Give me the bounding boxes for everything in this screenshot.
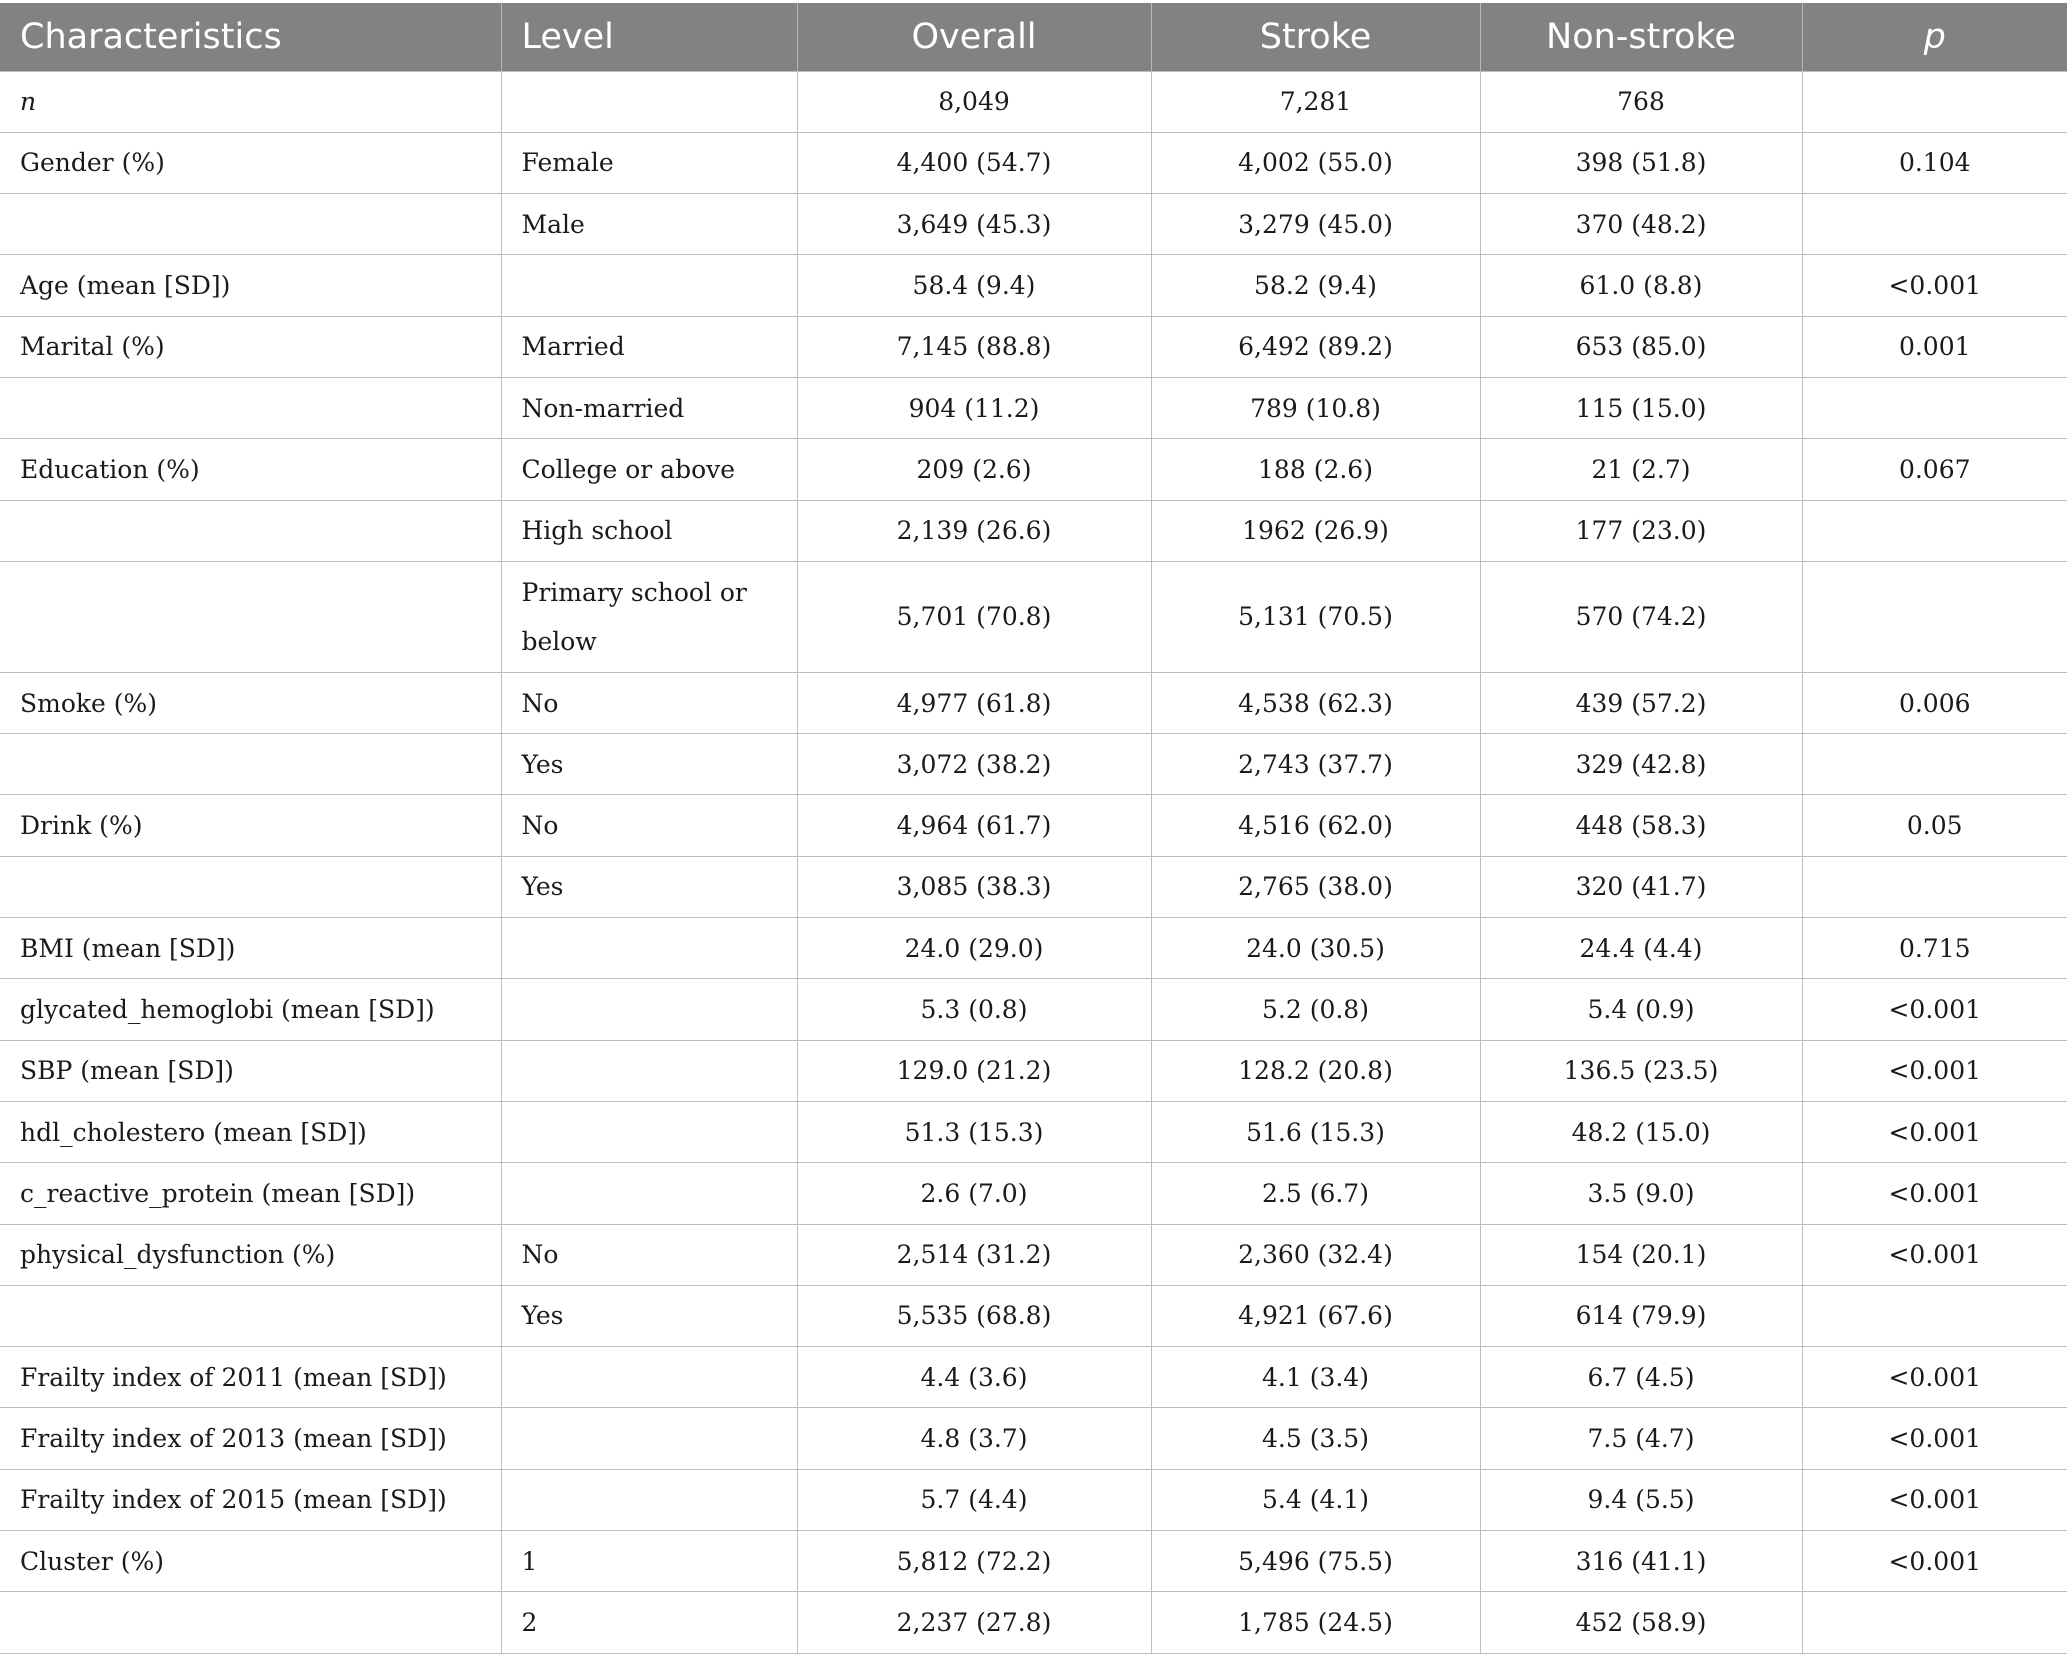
level-cell xyxy=(501,1163,797,1224)
non-stroke-cell: 452 (58.9) xyxy=(1480,1592,1802,1653)
non-stroke-cell: 614 (79.9) xyxy=(1480,1285,1802,1346)
p-value-cell: 0.05 xyxy=(1802,795,2067,856)
non-stroke-cell: 329 (42.8) xyxy=(1480,734,1802,795)
characteristic-cell: hdl_cholestero (mean [SD]) xyxy=(0,1101,501,1162)
level-cell: Married xyxy=(501,316,797,377)
p-value-cell: <0.001 xyxy=(1802,1347,2067,1408)
characteristic-cell: Frailty index of 2013 (mean [SD]) xyxy=(0,1408,501,1469)
header-stroke: Stroke xyxy=(1151,3,1480,71)
non-stroke-cell: 320 (41.7) xyxy=(1480,856,1802,917)
p-value-cell xyxy=(1802,561,2067,672)
non-stroke-cell: 370 (48.2) xyxy=(1480,194,1802,255)
stroke-cell: 24.0 (30.5) xyxy=(1151,918,1480,979)
p-value-cell xyxy=(1802,71,2067,132)
characteristic-cell xyxy=(0,856,501,917)
level-cell: 1 xyxy=(501,1531,797,1592)
stroke-cell: 7,281 xyxy=(1151,71,1480,132)
table-row xyxy=(0,561,2067,672)
p-value-cell xyxy=(1802,194,2067,255)
characteristic-cell: Smoke (%) xyxy=(0,672,501,733)
level-cell: Female xyxy=(501,132,797,193)
table-row xyxy=(0,1347,2067,1408)
overall-cell: 209 (2.6) xyxy=(797,439,1151,500)
characteristic-cell: Education (%) xyxy=(0,439,501,500)
p-value-cell: 0.104 xyxy=(1802,132,2067,193)
characteristic-cell: glycated_hemoglobi (mean [SD]) xyxy=(0,979,501,1040)
overall-cell: 7,145 (88.8) xyxy=(797,316,1151,377)
header-characteristics: Characteristics xyxy=(20,16,282,57)
level-cell: Yes xyxy=(501,856,797,917)
overall-cell: 4,400 (54.7) xyxy=(797,132,1151,193)
level-cell: No xyxy=(501,795,797,856)
level-cell: High school xyxy=(501,500,797,561)
stroke-cell: 4,538 (62.3) xyxy=(1151,672,1480,733)
level-cell xyxy=(501,1347,797,1408)
level-cell xyxy=(501,1040,797,1101)
table-row xyxy=(0,255,2067,316)
p-value-cell: <0.001 xyxy=(1802,1469,2067,1530)
overall-cell: 4,964 (61.7) xyxy=(797,795,1151,856)
overall-cell: 2,237 (27.8) xyxy=(797,1592,1151,1653)
overall-cell: 5,535 (68.8) xyxy=(797,1285,1151,1346)
level-cell xyxy=(501,255,797,316)
overall-cell: 3,072 (38.2) xyxy=(797,734,1151,795)
characteristic-cell xyxy=(0,500,501,561)
p-value-cell xyxy=(1802,1592,2067,1653)
non-stroke-cell: 653 (85.0) xyxy=(1480,316,1802,377)
p-value-cell: <0.001 xyxy=(1802,979,2067,1040)
characteristic-cell: SBP (mean [SD]) xyxy=(0,1040,501,1101)
level-cell: No xyxy=(501,672,797,733)
table-row xyxy=(0,132,2067,193)
table-row xyxy=(0,734,2067,795)
table-header-row xyxy=(0,3,2067,71)
level-cell xyxy=(501,1408,797,1469)
table-row xyxy=(0,71,2067,132)
p-value-cell: <0.001 xyxy=(1802,1040,2067,1101)
non-stroke-cell: 570 (74.2) xyxy=(1480,561,1802,672)
characteristic-cell xyxy=(0,561,501,672)
header-non-stroke: Non-stroke xyxy=(1480,3,1802,71)
level-cell xyxy=(501,1101,797,1162)
non-stroke-cell: 61.0 (8.8) xyxy=(1480,255,1802,316)
non-stroke-cell: 768 xyxy=(1480,71,1802,132)
level-cell xyxy=(501,1469,797,1530)
stroke-cell: 1962 (26.9) xyxy=(1151,500,1480,561)
table-row xyxy=(0,979,2067,1040)
overall-cell: 4.8 (3.7) xyxy=(797,1408,1151,1469)
overall-cell: 5,812 (72.2) xyxy=(797,1531,1151,1592)
p-value-cell: <0.001 xyxy=(1802,1531,2067,1592)
table-row xyxy=(0,672,2067,733)
table-row xyxy=(0,1469,2067,1530)
characteristic-cell: n xyxy=(0,71,501,132)
non-stroke-cell: 24.4 (4.4) xyxy=(1480,918,1802,979)
non-stroke-cell: 6.7 (4.5) xyxy=(1480,1347,1802,1408)
p-value-cell: <0.001 xyxy=(1802,255,2067,316)
p-value-cell: 0.006 xyxy=(1802,672,2067,733)
characteristic-cell: Frailty index of 2011 (mean [SD]) xyxy=(0,1347,501,1408)
p-value-cell: <0.001 xyxy=(1802,1408,2067,1469)
table-row xyxy=(0,795,2067,856)
stroke-cell: 188 (2.6) xyxy=(1151,439,1480,500)
table-row xyxy=(0,377,2067,438)
non-stroke-cell: 154 (20.1) xyxy=(1480,1224,1802,1285)
stroke-cell: 2,765 (38.0) xyxy=(1151,856,1480,917)
overall-cell: 8,049 xyxy=(797,71,1151,132)
stroke-cell: 2,743 (37.7) xyxy=(1151,734,1480,795)
characteristic-cell xyxy=(0,377,501,438)
characteristic-cell xyxy=(0,1592,501,1653)
non-stroke-cell: 439 (57.2) xyxy=(1480,672,1802,733)
p-value-cell xyxy=(1802,500,2067,561)
stroke-cell: 5,131 (70.5) xyxy=(1151,561,1480,672)
non-stroke-cell: 448 (58.3) xyxy=(1480,795,1802,856)
p-value-cell: <0.001 xyxy=(1802,1163,2067,1224)
stroke-cell: 4.5 (3.5) xyxy=(1151,1408,1480,1469)
p-value-cell: <0.001 xyxy=(1802,1224,2067,1285)
stroke-cell: 4,921 (67.6) xyxy=(1151,1285,1480,1346)
stroke-cell: 1,785 (24.5) xyxy=(1151,1592,1480,1653)
level-cell: 2 xyxy=(501,1592,797,1653)
level-cell: Male xyxy=(501,194,797,255)
overall-cell: 129.0 (21.2) xyxy=(797,1040,1151,1101)
characteristic-cell xyxy=(0,194,501,255)
characteristic-cell: Drink (%) xyxy=(0,795,501,856)
table-row xyxy=(0,1285,2067,1346)
characteristic-cell: Age (mean [SD]) xyxy=(0,255,501,316)
stroke-cell: 6,492 (89.2) xyxy=(1151,316,1480,377)
table-row xyxy=(0,1408,2067,1469)
stroke-cell: 51.6 (15.3) xyxy=(1151,1101,1480,1162)
stroke-cell: 128.2 (20.8) xyxy=(1151,1040,1480,1101)
non-stroke-cell: 7.5 (4.7) xyxy=(1480,1408,1802,1469)
non-stroke-cell: 316 (41.1) xyxy=(1480,1531,1802,1592)
table-row xyxy=(0,1531,2067,1592)
characteristic-cell xyxy=(0,734,501,795)
stroke-cell: 3,279 (45.0) xyxy=(1151,194,1480,255)
stroke-cell: 5,496 (75.5) xyxy=(1151,1531,1480,1592)
overall-cell: 3,649 (45.3) xyxy=(797,194,1151,255)
p-value-cell: 0.001 xyxy=(1802,316,2067,377)
table-row xyxy=(0,500,2067,561)
non-stroke-cell: 21 (2.7) xyxy=(1480,439,1802,500)
table-row xyxy=(0,1224,2067,1285)
table-row xyxy=(0,1163,2067,1224)
p-value-cell: <0.001 xyxy=(1802,1101,2067,1162)
table-row xyxy=(0,316,2067,377)
table-row xyxy=(0,439,2067,500)
table-row xyxy=(0,194,2067,255)
overall-cell: 51.3 (15.3) xyxy=(797,1101,1151,1162)
characteristic-cell: c_reactive_protein (mean [SD]) xyxy=(0,1163,501,1224)
stroke-cell: 58.2 (9.4) xyxy=(1151,255,1480,316)
header-p-value: p xyxy=(1802,3,2067,71)
stroke-cell: 4,002 (55.0) xyxy=(1151,132,1480,193)
non-stroke-cell: 3.5 (9.0) xyxy=(1480,1163,1802,1224)
level-cell xyxy=(501,979,797,1040)
p-value-cell xyxy=(1802,377,2067,438)
p-value-cell xyxy=(1802,1285,2067,1346)
stroke-cell: 4.1 (3.4) xyxy=(1151,1347,1480,1408)
stroke-cell: 2.5 (6.7) xyxy=(1151,1163,1480,1224)
characteristic-cell: Marital (%) xyxy=(0,316,501,377)
overall-cell: 3,085 (38.3) xyxy=(797,856,1151,917)
overall-cell: 24.0 (29.0) xyxy=(797,918,1151,979)
p-value-cell xyxy=(1802,856,2067,917)
overall-cell: 904 (11.2) xyxy=(797,377,1151,438)
non-stroke-cell: 9.4 (5.5) xyxy=(1480,1469,1802,1530)
overall-cell: 4,977 (61.8) xyxy=(797,672,1151,733)
stroke-cell: 4,516 (62.0) xyxy=(1151,795,1480,856)
overall-cell: 2,514 (31.2) xyxy=(797,1224,1151,1285)
characteristic-cell xyxy=(0,1285,501,1346)
non-stroke-cell: 398 (51.8) xyxy=(1480,132,1802,193)
overall-cell: 5.7 (4.4) xyxy=(797,1469,1151,1530)
level-cell: Yes xyxy=(501,734,797,795)
stroke-cell: 5.2 (0.8) xyxy=(1151,979,1480,1040)
characteristics-table xyxy=(0,3,2067,1654)
characteristic-cell: Frailty index of 2015 (mean [SD]) xyxy=(0,1469,501,1530)
header-level: Level xyxy=(501,3,797,71)
non-stroke-cell: 5.4 (0.9) xyxy=(1480,979,1802,1040)
table-row xyxy=(0,856,2067,917)
table-body xyxy=(0,71,2067,1653)
p-value-cell: 0.715 xyxy=(1802,918,2067,979)
header-overall: Overall xyxy=(797,3,1151,71)
table-row xyxy=(0,1592,2067,1653)
non-stroke-cell: 48.2 (15.0) xyxy=(1480,1101,1802,1162)
table-row xyxy=(0,918,2067,979)
p-value-cell: 0.067 xyxy=(1802,439,2067,500)
level-cell: No xyxy=(501,1224,797,1285)
overall-cell: 2.6 (7.0) xyxy=(797,1163,1151,1224)
p-value-cell xyxy=(1802,734,2067,795)
non-stroke-cell: 136.5 (23.5) xyxy=(1480,1040,1802,1101)
stroke-cell: 5.4 (4.1) xyxy=(1151,1469,1480,1530)
level-cell: Non-married xyxy=(501,377,797,438)
characteristic-cell: Gender (%) xyxy=(0,132,501,193)
characteristic-cell: physical_dysfunction (%) xyxy=(0,1224,501,1285)
non-stroke-cell: 177 (23.0) xyxy=(1480,500,1802,561)
table-row xyxy=(0,1101,2067,1162)
stroke-cell: 2,360 (32.4) xyxy=(1151,1224,1480,1285)
overall-cell: 5.3 (0.8) xyxy=(797,979,1151,1040)
level-cell xyxy=(501,918,797,979)
overall-cell: 58.4 (9.4) xyxy=(797,255,1151,316)
level-cell: Yes xyxy=(501,1285,797,1346)
level-cell: Primary school or below xyxy=(501,561,797,672)
characteristic-cell: Cluster (%) xyxy=(0,1531,501,1592)
overall-cell: 5,701 (70.8) xyxy=(797,561,1151,672)
table-row xyxy=(0,1040,2067,1101)
level-cell xyxy=(501,71,797,132)
level-cell: College or above xyxy=(501,439,797,500)
stroke-cell: 789 (10.8) xyxy=(1151,377,1480,438)
overall-cell: 4.4 (3.6) xyxy=(797,1347,1151,1408)
characteristic-cell: BMI (mean [SD]) xyxy=(0,918,501,979)
overall-cell: 2,139 (26.6) xyxy=(797,500,1151,561)
non-stroke-cell: 115 (15.0) xyxy=(1480,377,1802,438)
